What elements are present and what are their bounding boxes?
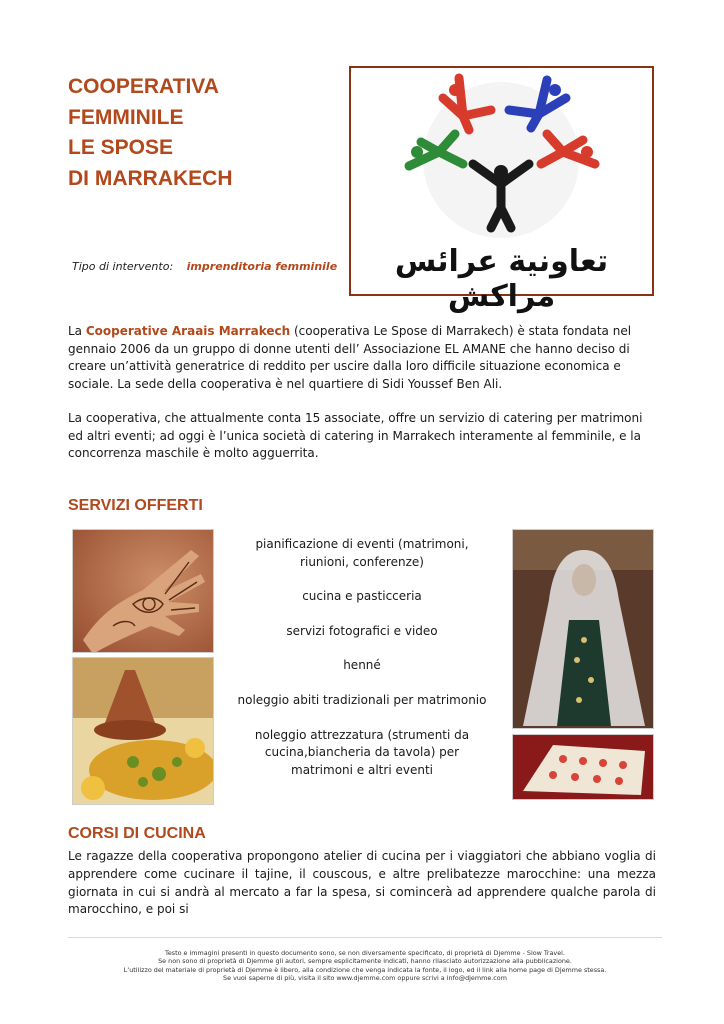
people-circle-icon xyxy=(351,68,652,238)
footer xyxy=(68,949,662,983)
logo-arabic-text: تعاونية عرائس مراكش xyxy=(394,244,609,314)
intro-paragraph-2: La cooperativa, che attualmente conta 15 associate, offre un servizio di catering per matrimoni ed altri eventi; ad oggi è l’unica società di catering in Marrakech interamente al femminile, e la concorrenza maschile è molto agguerrita. xyxy=(68,411,643,461)
footer-line: Se non sono di proprietà di Djemme gli autori, sempre esplicitamente indicati, hanno rilasciato autorizzazione alla pubblicazione. xyxy=(158,957,572,966)
page-title xyxy=(68,72,338,194)
courses-paragraph: Le ragazze della cooperativa propongono atelier di cucina per i viaggiatori che abbiano voglia di apprendere come cucinare il tajine, il couscous, e altre prelibatezze marocchine: una mezza giornata in cui si andrà al mercato a far la spesa, si comincerà ad apprendere qualche parola di marocchino, e poi si xyxy=(68,849,656,917)
intro-rest: (cooperativa Le Spose di Marrakech) è stata fondata nel gennaio 2006 da un gruppo di donne utenti dell’ Associazione EL AMANE che hanno deciso di creare un’attività generatrice di reddito per uscire dalla loro difficile situazione economica e sociale. La sede della cooperativa è nel quartiere di Sidi Youssef Ben Ali. xyxy=(68,324,632,391)
courses-heading: CORSI DI CUCINA xyxy=(68,825,206,842)
intro-paragraph xyxy=(68,323,656,393)
footer-line: Se vuoi saperne di più, visita il sito www.djemme.com oppure scrivi a info@djemme.com xyxy=(223,974,507,983)
title-line: LE SPOSE xyxy=(68,136,174,159)
service-item: noleggio attrezzatura (strumenti da cucina,biancheria da tavola) per matrimoni e altri eventi xyxy=(254,727,470,777)
service-item: noleggio abiti tradizionali per matrimonio xyxy=(237,692,487,707)
footer-line: L’utilizzo del materiale di proprietà di Djemme è libero, alla condizione che venga indicata la fonte, il logo, ed il link alla home page di Djemme stessa. xyxy=(123,965,607,974)
bridal-dress-photo xyxy=(512,529,654,729)
intervention-label: Tipo di intervento: xyxy=(72,260,174,273)
intervention-type xyxy=(72,260,337,273)
intro-prefix: La xyxy=(68,324,86,338)
henna-hand-photo xyxy=(72,529,214,653)
service-item: henné xyxy=(343,658,381,673)
intervention-value: imprenditoria femminile xyxy=(186,260,338,273)
cooperative-name: Cooperative Araais Marrakech xyxy=(85,324,291,338)
pastries-photo xyxy=(512,734,654,800)
service-item: servizi fotografici e video xyxy=(286,623,438,638)
footer-divider xyxy=(68,937,662,938)
tajine-food-photo xyxy=(72,657,214,805)
cooperative-logo xyxy=(349,66,654,314)
service-item: pianificazione di eventi (matrimoni, riunioni, conferenze) xyxy=(255,537,469,569)
service-item: cucina e pasticceria xyxy=(302,589,422,604)
footer-line: Testo e immagini presenti in questo documento sono, se non diversamente specificato, di proprietà di Djemme - Slow Travel. xyxy=(165,949,565,957)
title-line: COOPERATIVA xyxy=(68,75,219,98)
title-line: DI MARRAKECH xyxy=(68,166,233,190)
services-list xyxy=(232,536,492,796)
title-line: FEMMINILE xyxy=(68,105,184,129)
services-heading: SERVIZI OFFERTI xyxy=(68,497,203,514)
